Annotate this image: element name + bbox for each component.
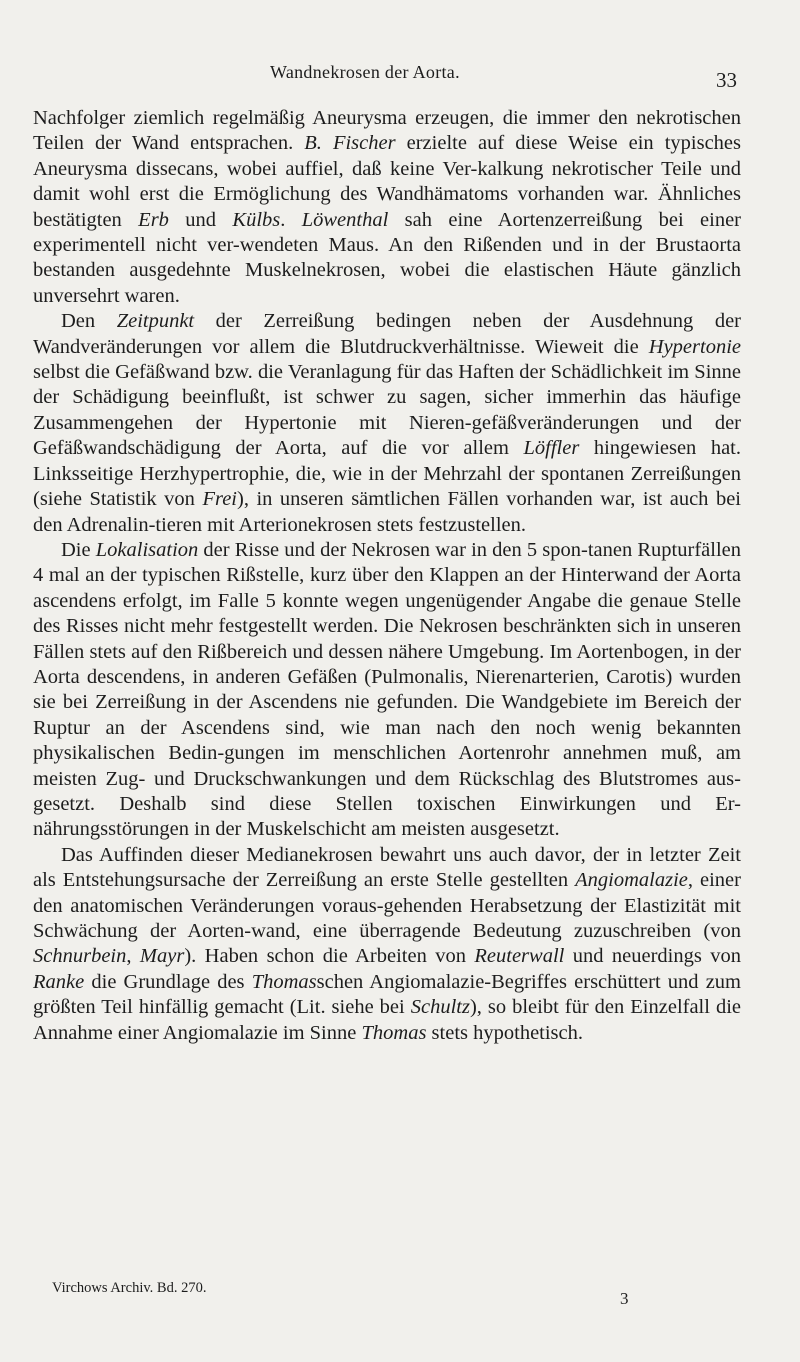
italic-text-segment: Lokalisation [95, 538, 199, 561]
text-segment: ), so bleibt für den Einzelfall die Annahme einer Angiomalazie im Sinne [33, 996, 741, 1044]
italic-text-segment: Ranke [33, 970, 85, 993]
italic-text-segment: Mayr [139, 945, 185, 968]
text-segment: der Risse und der Nekrosen war in den 5 spon-tanen Rupturfällen 4 mal an der typischen Rißstelle, kurz über den Klappen an der Hinterwand der Aorta ascendens erfolgt, im Falle 5 konnte wegen ungenügender Angabe die genaue Stelle des Risses nicht mehr festgestellt werden. Die Nekrosen beschränkten sich in unseren Fällen stets auf den Rißbereich und dessen nähere Umgebung. Im Aortenbogen, in der Aorta descendens, in anderen Gefäßen (Pulmonalis, Nierenarterien, Carotis) wurden sie bei Zerreißung in der Ascendens nie gefunden. Die Wandgebiete im Bereich der Ruptur an der Ascendens sind, wie man nach den noch wenig bekannten physikalischen Bedin-gungen im menschlichen Aortenrohr annehmen muß, am meisten Zug- und Druckschwankungen und dem Rückschlag des Blutstromes aus-gesetzt. Deshalb sind diese Stellen toxischen Einwirkungen und Er-nährungsstörungen in der Muskelschicht am meisten ausgesetzt. [33, 538, 741, 841]
body-text [33, 106, 741, 1046]
italic-text-segment: Angiomalazie [575, 869, 688, 892]
italic-text-segment: Löffler [523, 437, 580, 460]
journal-footer: Virchows Archiv. Bd. 270. [52, 1280, 207, 1296]
italic-text-segment: Külbs [232, 208, 281, 231]
signature-mark: 3 [620, 1289, 629, 1308]
italic-text-segment: Frei [202, 488, 237, 511]
text-segment: die Grundlage des [84, 970, 252, 993]
text-segment: sah eine Aortenzerreißung bei einer experimentell nicht ver-wendeten Maus. An den Rißenden und in der Brustaorta bestanden ausgedehnte Muskelnekrosen, wobei die elastischen Häute gänzlich unversehrt waren. [33, 208, 742, 307]
text-segment: stets hypothetisch. [426, 1021, 584, 1044]
page-number: 33 [716, 68, 737, 92]
text-segment: der Zerreißung bedingen neben der Ausdehnung der Wandveränderungen vor allem die Blutdruckverhältnisse. Wieweit die [33, 310, 742, 358]
running-title: Wandnekrosen der Aorta. [270, 62, 460, 82]
italic-text-segment: Schnurbein [33, 945, 127, 968]
text-segment: hingewiesen hat. Linksseitige Herzhypertrophie, die, wie in der Mehrzahl der spontanen Zerreißungen (siehe Statistik von [33, 437, 742, 511]
italic-text-segment: Erb [138, 208, 169, 231]
text-segment: , [126, 945, 140, 968]
italic-text-segment: Hypertonie [648, 335, 741, 358]
text-segment: ). Haben schon die Arbeiten von [184, 945, 475, 968]
text-segment: selbst die Gefäßwand bzw. die Veranlagung für das Haften der Schädlichkeit im Sinne der Schädigung beeinflußt, ist schwer zu sagen, sicher immerhin das häufige Zusammengehen der Hypertonie mit Nieren-gefäßveränderungen und der Gefäßwandschädigung der Aorta, auf die vor allem [33, 361, 741, 460]
text-segment: . [280, 208, 302, 231]
paragraph [33, 106, 741, 309]
text-segment: , einer den anatomischen Veränderungen voraus-gehenden Herabsetzung der Elastizität mit Schwächung der Aorten-wand, eine überragende Bedeutung zuzuschreiben (von [33, 869, 741, 942]
paragraph [33, 843, 741, 1046]
text-segment: ), in unseren sämtlichen Fällen vorhanden war, ist auch bei den Adrenalin-tieren mit Arterionekrosen stets festzustellen. [33, 488, 741, 536]
text-segment: Nachfolger ziemlich regelmäßig Aneurysma erzeugen, die immer den nekrotischen Teilen der Wand entsprachen. [33, 107, 741, 155]
paragraph [33, 309, 741, 538]
paragraph [33, 538, 741, 843]
text-segment: und [168, 208, 233, 231]
italic-text-segment: Schultz [410, 996, 470, 1019]
text-segment: Das Auffinden dieser Medianekrosen bewahrt uns auch davor, der in letzter Zeit als Entstehungsursache der Zerreißung an erste Stelle gestellten [33, 843, 741, 892]
italic-text-segment: Löwenthal [301, 208, 389, 231]
text-segment: Die [61, 538, 96, 561]
italic-text-segment: Zeitpunkt [116, 310, 195, 333]
italic-text-segment: B. Fischer [304, 132, 396, 155]
text-segment: schen Angiomalazie-Begriffes erschüttert und zum größten Teil hinfällig gemacht (Lit. siehe bei [33, 970, 741, 1019]
text-segment: und neuerdings von [564, 945, 742, 968]
text-segment: Den [61, 310, 117, 333]
text-segment: erzielte auf diese Weise ein typisches Aneurysma dissecans, wobei auffiel, daß keine Ver-kalkung nekrotischer Teile und damit wohl erst die Ermöglichung des Wandhämatoms vorhanden war. Ähnliches bestätigten [33, 132, 742, 231]
italic-text-segment: Thomas [361, 1021, 427, 1044]
italic-text-segment: Thomas [251, 970, 317, 993]
italic-text-segment: Reuterwall [474, 945, 565, 968]
